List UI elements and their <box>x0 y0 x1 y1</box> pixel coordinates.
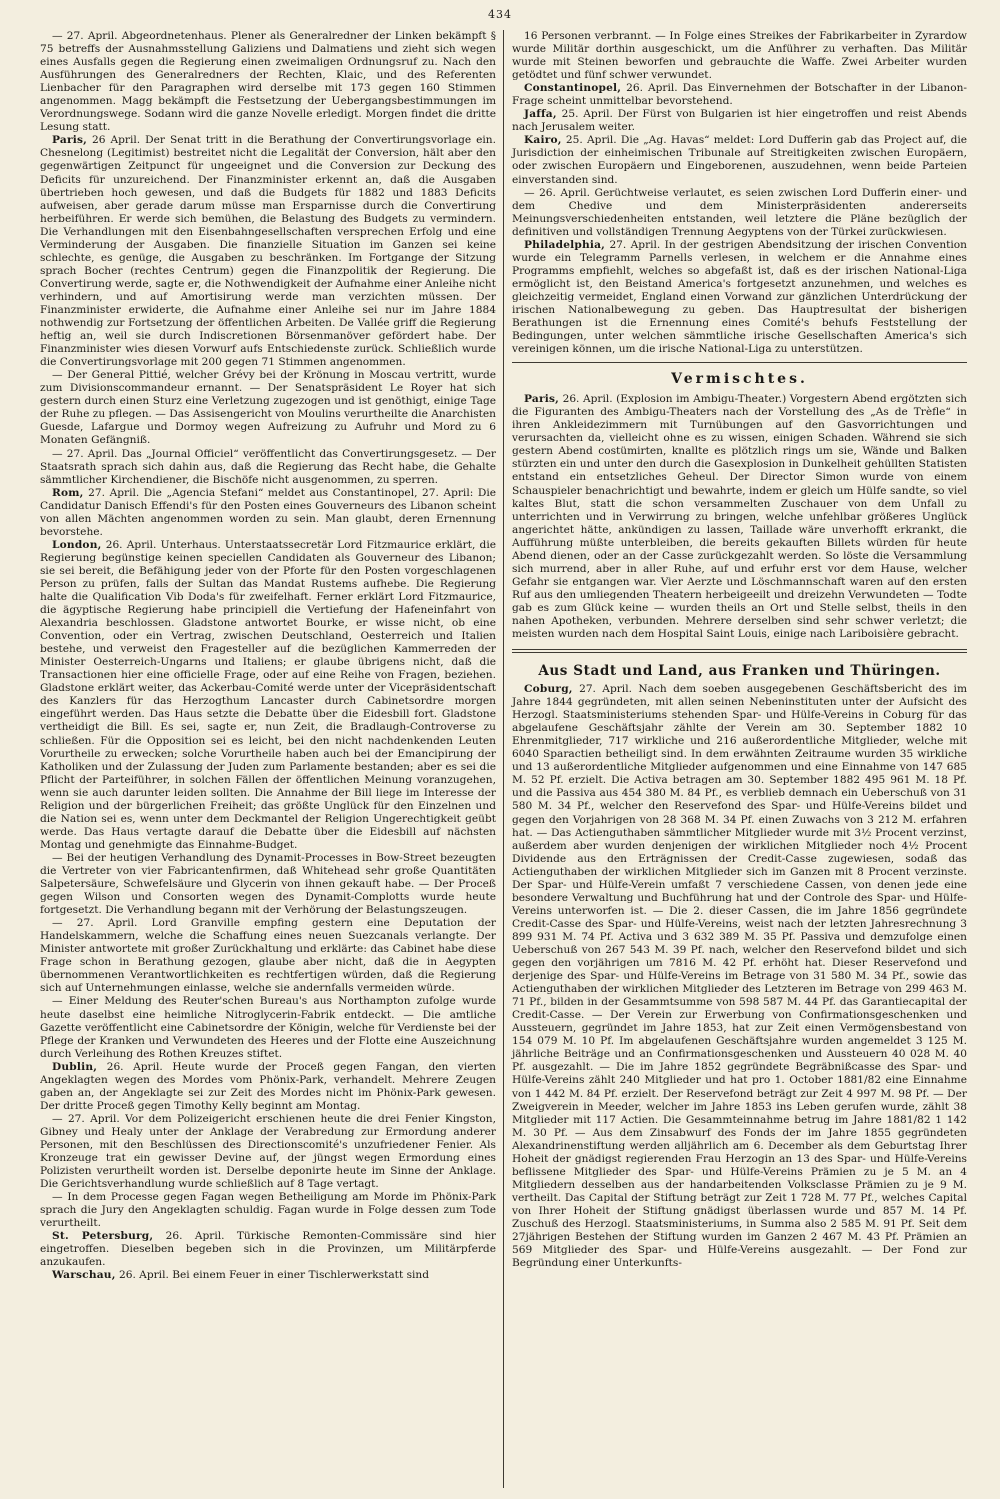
article-text: — Einer Meldung des Reuter'schen Bureau's aus Northampton zufolge wurde heute daselbst eine heimliche Nitroglycerin-Fabrik entdeckt. — Die amtliche Gazette veröffentlicht eine Cabinetsordre der Königin, welche für Verdienste bei der Pflege der Kranken und Verwundeten des Heeres und der Flotte eine Auszeichnung durch Verleihung des Rothen Kreuzes stiftet. <box>40 995 496 1060</box>
stadt-land-heading: Aus Stadt und Land, aus Franken und Thüringen. <box>538 663 941 680</box>
dateline: Coburg, <box>524 683 573 696</box>
vermischtes-section <box>512 393 967 641</box>
article-paragraph <box>40 487 496 539</box>
article-text: — 26. April. Gerüchtweise verlautet, es seien zwischen Lord Dufferin einer- und dem Chedive und dem Ministerpräsidenten andererseits Meinungsverschiedenheiten entstanden, weil letztere die Pläne bezüglich der definitiven und vollständigen Trennung Aegyptens von der Türkei zurückwiesen. <box>512 186 967 238</box>
article-paragraph <box>512 108 967 134</box>
article-text: 27. April. Die „Agencia Stefani“ meldet aus Constantinopel, 27. April: Die Candidatur Danisch Effendi's für den Posten eines Gouverneurs des Libanon scheint von allen Mächten angenommen worden zu sein. Man glaubt, deren Ernennung bevorstehe. <box>40 486 497 538</box>
right-column-news <box>512 30 967 356</box>
article-paragraph <box>512 393 967 641</box>
article-text: 27. April. In der gestrigen Abendsitzung der irischen Convention wurde ein Telegramm Parnells verlesen, in welchem er die Annahme eines Programms empfiehlt, welches so abgefaßt ist, daß es der irischen National-Liga ermöglicht ist, den Beistand America's fortgesetzt anzunehmen, und welches es gleichzeitig vermeidet, England einen Vorwand zur gänzlichen Unterdrückung der irischen Nationalbewegung zu geben. Das Hauptresultat der bisherigen Berathungen ist die Ernennung eines Comité's behufs Feststellung der Bedingungen, unter welchen sämmtliche irische Gesellschaften America's sich vereinigen können, um die irische National-Liga zu unterstützen. <box>512 238 967 356</box>
right-column <box>504 30 967 1488</box>
dateline: London, <box>52 538 102 551</box>
article-text: — Bei der heutigen Verhandlung des Dynamit-Processes in Bow-Street bezeugten die Vertreter von vier Fabricantenfirmen, daß Whitehead sehr große Quantitäten Salpetersäure, Schwefelsäure und Glycerin von ihnen gekauft habe. — Der Proceß gegen Wilson und Consorten wegen des Dynamit-Complotts wurde heute fortgesetzt. Die Verhandlung begann mit der Verhörung der Belastungszeugen. <box>40 851 496 917</box>
left-column <box>40 30 503 1488</box>
article-text: 26. April. Das Einvernehmen der Botschafter in der Libanon-Frage scheint unmittelbar bevorstehend. <box>512 82 967 108</box>
article-paragraph <box>40 134 496 369</box>
article-paragraph <box>512 82 967 108</box>
article-text: 16 Personen verbrannt. — In Folge eines Streikes der Fabrikarbeiter in Zyrardow wurde Militär dorthin ausgeschickt, um die Anführer zu verhaften. Das Militär wurde mit Steinen beworfen und gebrauchte die Waffe. Zwei Arbeiter wurden getödtet und fünf schwer verwundet. <box>512 30 967 82</box>
article-paragraph <box>512 239 967 356</box>
article-text: 26. April. Unterhaus. Unterstaatssecretär Lord Fitzmaurice erklärt, die Regierung begünstige keinen speciellen Candidaten als Gouverneur des Libanon; sie sei bereit, die Befähigung jeder von der Pforte für den Posten vorgeschlagenen Person zu prüfen, falls der Sultan das Mandat Rustems aufhebe. Die Regierung halte die Qualification Vib Doda's für zweifelhaft. Ferner erklärt Lord Fitzmaurice, die ägyptische Regierung habe principiell die Vertiefung der Hafeneinfahrt von Alexandria beschlossen. Gladstone antwortet Bourke, er wisse nicht, ob eine Convention, oder ein Vertrag, zwischen Deutschland, Oesterreich und Italien bestehe, und verweist den Fragesteller auf die bezüglichen Kammerreden der Minister Oesterreich-Ungarns und Italiens; er glaube übrigens nicht, daß die Transactionen hier eine officielle Frage, oder auf eine Reihe von Fragen, beziehen. Gladstone erklärt weiter, das Ackerbau-Comité werde unter der Vicepräsidentschaft des Kanzlers für das Herzogthum Lancaster durch Cabinetsordre morgen eingeführt werden. Das Haus setzte die Debatte über die Eidesbill fort. Gladstone vertheidigt die Bill. Es sei, sagte er, nun Zeit, die Bradlaugh-Controverse zu schließen. Für die Opposition sei es leicht, bei den nicht nachdenkenden Leuten Vorurtheile zu erwecken; solche Vorurtheile haben auch bei der Emancipirung der Katholiken und der Zulassung der Juden zum Parlamente bestanden; aber es sei die Pflicht der Parteiführer, in solchen Fällen der öffentlichen Meinung voranzugehen, wenn sie auch darunter leiden sollten. Die Annahme der Bill liege im Interesse der Religion und der bürgerlichen Freiheit; das größte Unglück für den Einzelnen und die Nation sei es, wenn unter dem Deckmantel der Religion Ungerechtigkeit geübt werde. Das Haus vertagte darauf die Debatte über die Eidesbill auf nächsten Montag und genehmigte das Einnahme-Budget. <box>40 538 496 851</box>
article-paragraph <box>40 852 496 917</box>
article-paragraph <box>40 995 496 1060</box>
article-paragraph <box>40 1269 496 1282</box>
article-text: — 27. April. Vor dem Polizeigericht erschienen heute die drei Fenier Kingston, Gibney und Healy unter der Anklage der Verabredung zur Ermordung anderer Personen, mit den Beschlüssen des Directionscomité's unzufriedener Fenier. Als Kronzeuge trat ein gewisser Devine auf, der jüngst wegen Ermordung eines Polizisten verurtheilt worden ist. Derselbe deponirte heute im Sinne der Anklage. Die Gerichtsverhandlung wurde schließlich auf 8 Tage vertagt. <box>40 1112 496 1191</box>
article-paragraph <box>40 917 496 995</box>
article-paragraph <box>512 683 967 1270</box>
article-text: 26. April. (Explosion im Ambigu-Theater.) Vorgestern Abend ergötzten sich die Figuranten des Ambigu-Theaters nach der Vorstellung des „As de Trèfle“ in ihren Ankleidezimmern mit Turnübungen auf den Gasvorrichtungen und verursachten da, vielleicht ohne es zu wissen, einigen Schaden. Während sie sich gestern Abend costümirten, knallte es plötzlich rings um sie, Wände und Balken stürzten ein und unter den durch die Gasexplosion in Dunkelheit gehüllten Statisten entstand ein entsetzliches Geheul. Der Director Simon wurde von einem Schauspieler benachrichtigt und bewahrte, indem er gleich um Hülfe sandte, so viel kaltes Blut, statt die schon versammelten Zuschauer von dem Unfall zu unterrichten und in Verwirrung zu bringen, welche unfehlbar größeres Unglück angerichtet hätte, ankündigen zu lassen, Taillade wäre unverhofft erkrankt, die Aufführung müßte unterbleiben, die bereits gekauften Billets würden für heute Abend dienen, oder an der Casse zurückgezahlt werden. So löste die Versammlung sich murrend, aber in aller Ruhe, auf und erfuhr erst vor dem Hause, welcher Gefahr sie entgangen war. Vier Aerzte und Löschmannschaft waren auf den ersten Ruf aus den umliegenden Theatern herbeigeeilt und dreizehn Verwundeten — Todte gab es zum Glück keine — wurden theils an Ort und Stelle selbst, theils in den nahen Apotheken, verbunden. Mehrere derselben sind sehr schwer verletzt; die meisten wurden nach dem Hospital Saint Louis, einige nach Lariboisière gebracht. <box>512 393 967 641</box>
dateline: Kairo, <box>524 134 562 147</box>
section-divider <box>512 362 967 363</box>
article-paragraph <box>40 1230 496 1269</box>
section-divider-double <box>512 649 967 653</box>
dateline: Constantinopel, <box>524 82 622 95</box>
dateline: Dublin, <box>52 1060 98 1073</box>
article-text: 26 April. Der Senat tritt in die Berathung der Convertirungsvorlage ein. Chesnelong (Legitimist) bestreitet nicht die Legalität der Conversion, hält aber den gegenwärtigen Zeitpunct für ungeeignet und die Conversion zur Deckung des Deficits für unzureichend. Der Finanzminister erkennt an, daß die Ausgaben übertrieben hoch gewesen, und daß die Budgets für 1882 und 1883 Deficits aufweisen, aber gerade darum müsse man Ersparnisse durch die Convertirung herbeiführen. Er werde sich bemühen, die Belastung des Budgets zu vermindern. Die Verhandlungen mit den Eisenbahngesellschaften versprechen Erfolg und eine Verminderung der Ausgaben. Die finanzielle Situation im Ganzen sei keine schlechte, es genüge, die Ausgaben zu beschränken. Im Fortgange der Sitzung sprach Bocher (rechtes Centrum) gegen die Finanzpolitik der Regierung. Die Convertirung werde, sagte er, die Nothwendigkeit der Aufnahme einer Anleihe nicht verhindern, und auf Amortisirung werde man verzichten müssen. Der Finanzminister erwiderte, die Aufnahme einer Anleihe sei nur im Jahre 1884 nothwendig zur Fortsetzung der öffentlichen Arbeiten. De Vallée griff die Regierung heftig an, weil sie durch Indiscretionen Börsenmanöver gefördert habe. Der Finanzminister wies diesen Vorwurf aufs Entschiedenste zurück. Schließlich wurde die Convertirungsvorlage mit 200 gegen 71 Stimmen angenommen. <box>40 134 496 369</box>
dateline: Philadelphia, <box>524 238 606 251</box>
dateline: Paris, <box>52 134 88 147</box>
vermischtes-heading: Vermischtes. <box>671 371 808 388</box>
article-paragraph <box>512 30 967 82</box>
article-text: — Der General Pittié, welcher Grévy bei der Krönung in Moscau vertritt, wurde zum Divisionscommandeur ernannt. — Der Senatspräsident Le Royer hat sich gestern durch einen Sturz eine Verletzung zugezogen und ist genöthigt, einige Tage der Ruhe zu pflegen. — Das Assisengericht von Moulins verurtheilte die Anarchisten Guesde, Lafargue und Dormoy wegen Aufreizung zu Aufruhr und Mord zu 6 Monaten Gefängniß. <box>40 369 496 447</box>
article-paragraph <box>40 1113 496 1191</box>
article-paragraph <box>40 448 496 487</box>
article-text: 26. April. Bei einem Feuer in einer Tischlerwerkstatt sind <box>118 1269 429 1282</box>
dateline: Rom, <box>52 486 84 499</box>
article-text: 25. April. Der Fürst von Bulgarien ist hier eingetroffen und reist Abends nach Jerusalem weiter. <box>512 108 967 134</box>
article-text: 25. April. Die „Ag. Havas“ meldet: Lord Dufferin gab das Project auf, die Jurisdiction der einheimischen Tribunale auf Streitigkeiten zwischen Europäern, oder zwischen Europäern und Eingeborenen, auszudehnen, wenn beide Parteien einverstanden sind. <box>512 134 967 186</box>
article-paragraph <box>40 1191 496 1230</box>
article-text: 26. April. Türkische Remonten-Commissäre sind hier eingetroffen. Dieselben begeben sich in die Provinzen, um Militärpferde anzukaufen. <box>40 1230 496 1269</box>
dateline: St. Petersburg, <box>52 1230 154 1243</box>
dateline: Warschau, <box>52 1269 116 1282</box>
article-text: — 27. April. Das „Journal Officiel“ veröffentlicht das Convertirungsgesetz. — Der Staatsrath sprach sich dahin aus, daß die Regierung das Recht habe, die Gehalte sämmtlicher Kirchendiener, die Bischöfe nicht ausgenommen, zu sperren. <box>40 447 496 486</box>
page-number: 434 <box>488 8 512 21</box>
article-paragraph <box>40 1061 496 1113</box>
columns <box>40 30 974 1488</box>
dateline: Paris, <box>524 393 560 406</box>
article-text: — 27. April. Abgeordnetenhaus. Plener als Generalredner der Linken bekämpft § 75 betreffs der Ausnahmsstellung Galiziens und Dalmatiens und zieht sich wegen eines Ausfalls gegen die Regierung einen zweimaligen Ordnungsruf zu. Nach den Ausführungen des Generalredners der Rechten, Klaic, und des Referenten Lienbacher für den Paragraphen wird derselbe mit 173 gegen 160 Stimmen angenommen. Magg bekämpft die Festsetzung der Uebergangsbestimmungen im Verordnungswege. Sodann wird die ganze Novelle erledigt. Morgen findet die dritte Lesung statt. <box>40 30 496 134</box>
article-text: — In dem Processe gegen Fagan wegen Betheiligung am Morde im Phönix-Park sprach die Jury den Angeklagten schuldig. Fagan wurde in Folge dessen zum Tode verurtheilt. <box>40 1191 496 1230</box>
article-paragraph <box>512 134 967 186</box>
article-text: 27. April. Nach dem soeben ausgegebenen Geschäftsbericht des im Jahre 1844 gegründeten, mit allen seinen Nebeninstituten unter der Aufsicht des Herzogl. Staatsministeriums stehenden Spar- und Hülfe-Vereins in Coburg für das abgelaufene Geschäftsjahr zählte der Verein am 30. September 1882 10 Ehrenmitglieder, 717 wirkliche und 216 außerordentliche Mitglieder, welche mit 6040 Sparactien betheiligt sind. In dem erwähnten Zeitraume wurden 35 wirkliche und 13 außerordentliche Mitglieder aufgenommen und eine Einnahme von 147 685 M. 52 Pf. erzielt. Die Activa betragen am 30. September 1882 495 961 M. 18 Pf. und die Passiva aus 454 380 M. 84 Pf., es verblieb demnach ein Ueberschuß von 31 580 M. 34 Pf., welcher den Reservefond des Spar- und Hülfe-Vereins bildet und gegen den Vorjahrigen von 28 368 M. 34 Pf. einen Zuwachs von 3 212 M. erfahren hat. — Das Actienguthaben sämmtlicher Mitglieder wurde mit 3½ Procent verzinst, außerdem aber wurden denjenigen der wirklichen Mitglieder noch 4½ Procent Dividende aus den Erträgnissen der Credit-Casse zugewiesen, sodaß das Actienguthaben der wirklichen Mitglieder sich im Ganzen mit 8 Procent verzinste. Der Spar- und Hülfe-Verein umfaßt 7 verschiedene Cassen, von denen jede eine besondere Verwaltung und Buchführung hat und der Controle des Spar- und Hülfe-Vereins unterworfen ist. — Die 2. dieser Cassen, die im Jahre 1856 gegründete Credit-Casse des Spar- und Hülfe-Vereins, weist nach der letzten Jahresrechnung 3 899 931 M. 74 Pf. Activa und 3 632 389 M. 35 Pf. Passiva und demzufolge einen Ueberschuß von 267 543 M. 39 Pf. nach, welcher den Reservefond bildet und sich gegen den vorjährigen um 7816 M. 42 Pf. erhöht hat. Dieser Reservefond und derjenige des Spar- und Hülfe-Vereins im Betrage von 31 580 M. 34 Pf., sowie das Actienguthaben der wirklichen Mitglieder des Letzteren im Betrage von 299 463 M. 71 Pf., bilden in der Gesammtsumme von 598 587 M. 44 Pf. das Garantiecapital der Credit-Casse. — Der Verein zur Erwerbung von Confirmationsgeschenken und Aussteuern, gegründet im Jahre 1853, hat zur Zeit einen Vermögensbestand von 154 079 M. 10 Pf. Im abgelaufenen Geschäftsjahre wurden angemeldet 3 125 M. jährliche Beiträge und an Confirmationsgeschenken und Aussteuern 40 028 M. 40 Pf. ausgezahlt. — Die im Jahre 1852 gegründete Begräbnißcasse des Spar- und Hülfe-Vereins zählt 240 Mitglieder und hat pro 1. October 1881/82 eine Einnahme von 1 442 M. 84 Pf. erzielt. Der Reservefond beträgt zur Zeit 4 997 M. 98 Pf. — Der Zweigverein in Meeder, welcher im Jahre 1853 ins Leben gerufen wurde, zählt 38 Mitglieder mit 117 Actien. Die Gesammteinnahme betrug im Jahre 1881/82 1 142 M. 30 Pf. — Aus dem Zinsabwurf des Fonds der im Jahre 1855 gegründeten Alexandrinenstiftung werden alljährlich am 6. December als dem Geburtstag Ihrer Hoheit der gnädigst regierenden Frau Herzogin an 13 des Spar- und Hülfe-Vereins beflissene Mitglieder des Spar- und Hülfe-Vereins Prämien zu je 5 M. an 4 Mitgliedern desselben aus der handarbeitenden Volksclasse Prämien zu je 9 M. vertheilt. Das Capital der Stiftung beträgt zur Zeit 1 728 M. 77 Pf., welches Capital von Ihrer Hoheit der Stiftung gnädigst überlassen wurde und 857 M. 14 Pf. Zuschuß des Herzogl. Staatsministeriums, in Summa also 2 585 M. 91 Pf. Seit dem 27jährigen Bestehen der Stiftung wurden im Ganzen 2 467 M. 43 Pf. Prämien an 569 Mitglieder des Spar- und Hülfe-Vereins ausgezahlt. — Der Fond zur Begründung einer Unterkunfts- <box>512 683 967 1270</box>
article-paragraph <box>512 187 967 239</box>
article-paragraph <box>40 369 496 447</box>
dateline: Jaffa, <box>524 108 557 121</box>
stadt-land-section <box>512 683 967 1270</box>
article-text: 26. April. Heute wurde der Proceß gegen Fangan, den vierten Angeklagten wegen des Mordes vom Phönix-Park, verhandelt. Mehrere Zeugen gaben an, der Angeklagte sei zur Zeit des Mordes nicht im Phönix-Park gewesen. Der dritte Proceß gegen Timothy Kelly beginnt am Montag. <box>40 1060 496 1112</box>
article-paragraph <box>40 30 496 134</box>
article-paragraph <box>40 539 496 852</box>
article-text: — 27. April. Lord Granville empfing gestern eine Deputation der Handelskammern, welche die Schaffung eines neuen Suezcanals verlangte. Der Minister antwortete mit großer Zurückhaltung und erklärte: das Cabinet habe diese Frage schon in Berathung gezogen, glaube aber nicht, daß die in Aegypten übernommenen Verantwortlichkeiten es rechtfertigen würden, daß die Regierung sich auf Unternehmungen einlasse, welche sie andernfalls vermeiden würde. <box>40 917 496 995</box>
